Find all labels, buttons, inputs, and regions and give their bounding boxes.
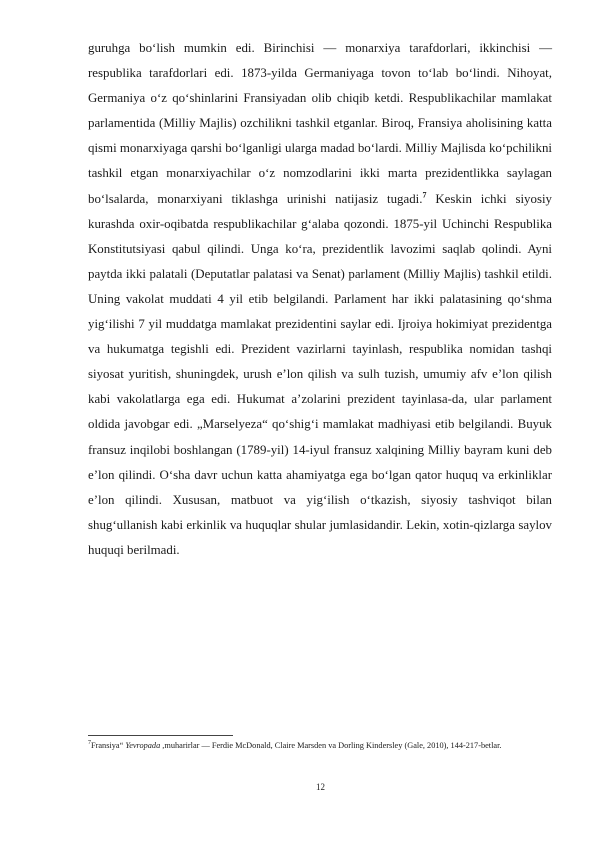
page-number: 12 <box>316 782 325 792</box>
body-text-part2: Keskin ichki siyosiy kurashda oxir-oqibatda respublikachilar g‘alaba qozondi. 1875-yil Uchinchi Respublika Konstitutsiyasi qabul qilindi. Unga ko‘ra, prezidentlik lavozimi saqlab qolindi. Ayni paytda ikki palatali (Deputatlar palatasi va Senat) parlament (Milliy Majlis) tashkil etildi. Uning vakolat muddati 4 yil etib belgilandi. Parlament har ikki palatasining qo‘shma yig‘ilishi 7 yil muddatga mamlakat prezidentini saylar edi. Ijroiya hokimiyat prezidentga va hukumatga tegishli edi. Prezident vazirlarni tayinlash, respublika nomidan tashqi siyosat yuritish, shuningdek, urush e’lon qilish va sulh tuzish, umumiy afv e’lon qilish kabi vakolatlarga ega edi. Hukumat a’zolarini prezident tayinlasa-da, ular parlament oldida javobgar edi. „Marselyeza“ qo‘shig‘i mamlakat madhiyasi etib belgilandi. Buyuk fransuz inqilobi boshlangan (1789-yil) 14-iyul fransuz xalqining Milliy bayram kuni deb e’lon qilindi. O‘sha davr uchun katta ahamiyatga ega bo‘lgan qator huquq va erkinliklar e’lon qilindi. Xususan, matbuot va yig‘ilish o‘tkazish, siyosiy tashviqot bilan shug‘ullanish kabi erkinlik va huquqlar shular jumlasidandir. Lekin, xotin-qizlarga saylov huquqi berilmadi. <box>88 191 552 557</box>
footnote-number: 7 <box>88 740 91 747</box>
footnote <box>88 740 552 752</box>
footnote-citation: ,muharirlar — Ferdie McDonald, Claire Marsden va Dorling Kindersley (Gale, 2010), 144-217-betlar. <box>160 741 502 750</box>
footnote-italic-title: Yevropada <box>125 741 161 750</box>
body-paragraph <box>88 36 552 563</box>
footnote-lead: Fransiya“ <box>91 741 126 750</box>
footnote-reference[interactable]: 7 <box>422 190 427 200</box>
footnote-separator <box>88 735 233 736</box>
body-text-part1: guruhga bo‘lish mumkin edi. Birinchisi — monarxiya tarafdorlari, ikkinchisi — respublika tarafdorlari edi. 1873-yilda Germaniyaga tovon to‘lab bo‘lindi. Nihoyat, Germaniya o‘z qo‘shinlarini Fransiyadan olib chiqib ketdi. Respublikachilar mamlakat parlamentida (Milliy Majlis) ozchilikni tashkil etganlar. Biroq, Fransiya aholisining katta qismi monarxiyaga qarshi bo‘lganligi ularga madad bo‘lardi. Milliy Majlisda ko‘pchilikni tashkil etgan monarxiyachilar o‘z nomzodlarini ikki marta prezidentlikka saylagan bo‘lsalarda, monarxiyani tiklashga urinishi natijasiz tugadi. <box>88 41 552 206</box>
